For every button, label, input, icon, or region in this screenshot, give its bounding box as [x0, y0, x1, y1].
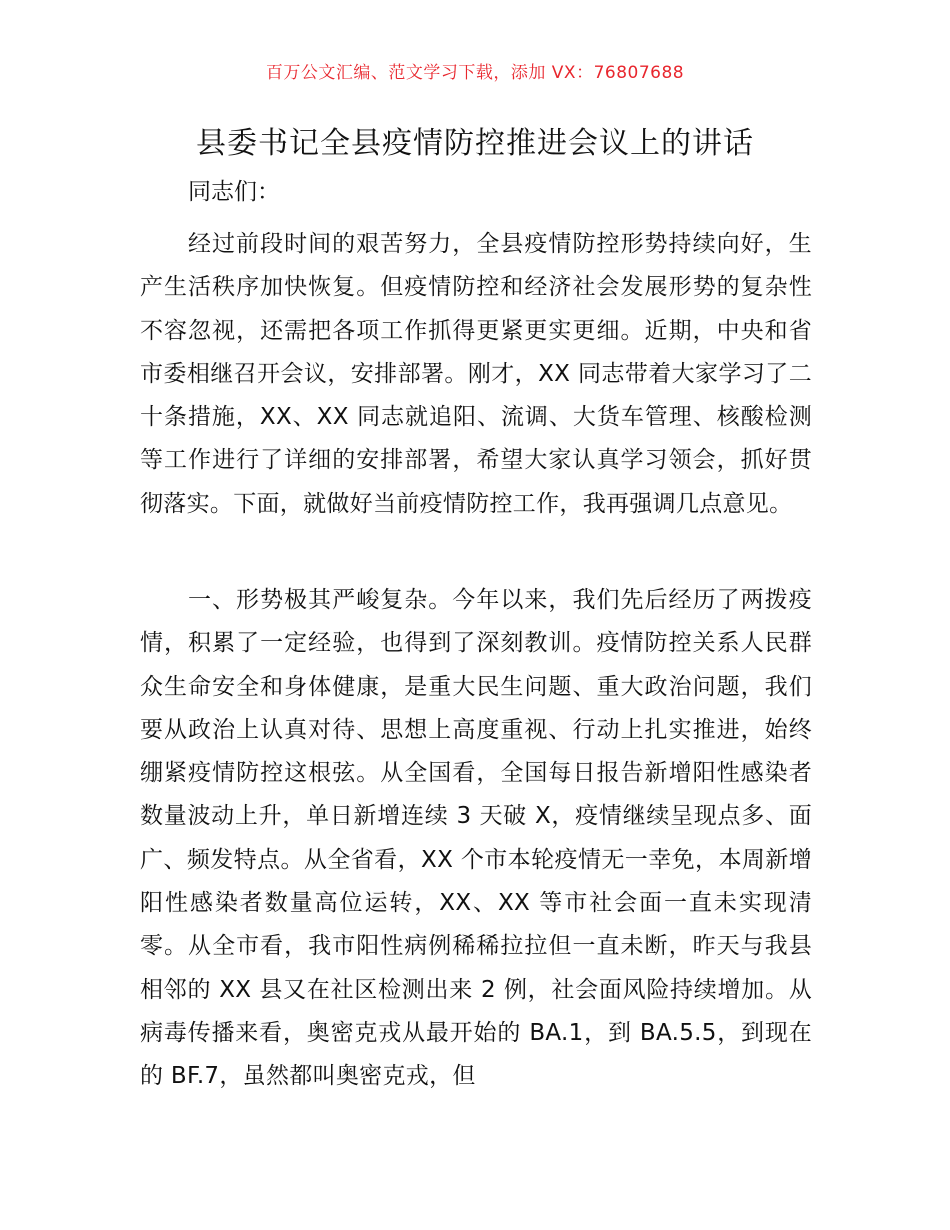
greeting: 同志们： — [188, 179, 280, 205]
header-banner: 百万公文汇编、范文学习下载，添加 VX：76807688 — [265, 63, 685, 83]
paragraph-intro: 经过前段时间的艰苦努力，全县疫情防控形势持续向好，生产生活秩序加快恢复。但疫情防控和经济社会发展形势的复杂性不容忽视，还需把各项工作抓得更紧更实更细。近期，中央和省市委相继召开会议，安排部署。刚才，XX 同志带着大家学习了二十条措施，XX、XX 同志就追阳、流调、大货车管理、核酸检测等工作进行了详细的安排部署，希望大家认真学习领会，抓好贯彻落实。下面，就做好当前疫情防控工作，我再强调几点意见。 — [140, 231, 812, 517]
document-title: 县委书记全县疫情防控推进会议上的讲话 — [196, 126, 754, 161]
paragraph-situation: 一、形势极其严峻复杂。今年以来，我们先后经历了两拨疫情，积累了一定经验，也得到了深刻教训。疫情防控关系人民群众生命安全和身体健康，是重大民生问题、重大政治问题，我们要从政治上认真对待、思想上高度重视、行动上扎实推进，始终绷紧疫情防控这根弦。从全国看，全国每日报告新增阳性感染者数量波动上升，单日新增连续 3 天破 X，疫情继续呈现点多、面广、频发特点。从全省看，XX 个市本轮疫情无一幸免，本周新增阳性感染者数量高位运转，XX、XX 等市社会面一直未实现清零。从全市看，我市阳性病例稀稀拉拉但一直未断，昨天与我县相邻的 XX 县又在社区检测出来 2 例，社会面风险持续增加。从病毒传播来看，奥密克戎从最开始的 BA.1，到 BA.5.5，到现在的 BF.7，虽然都叫奥密克戎，但 — [140, 587, 812, 1090]
